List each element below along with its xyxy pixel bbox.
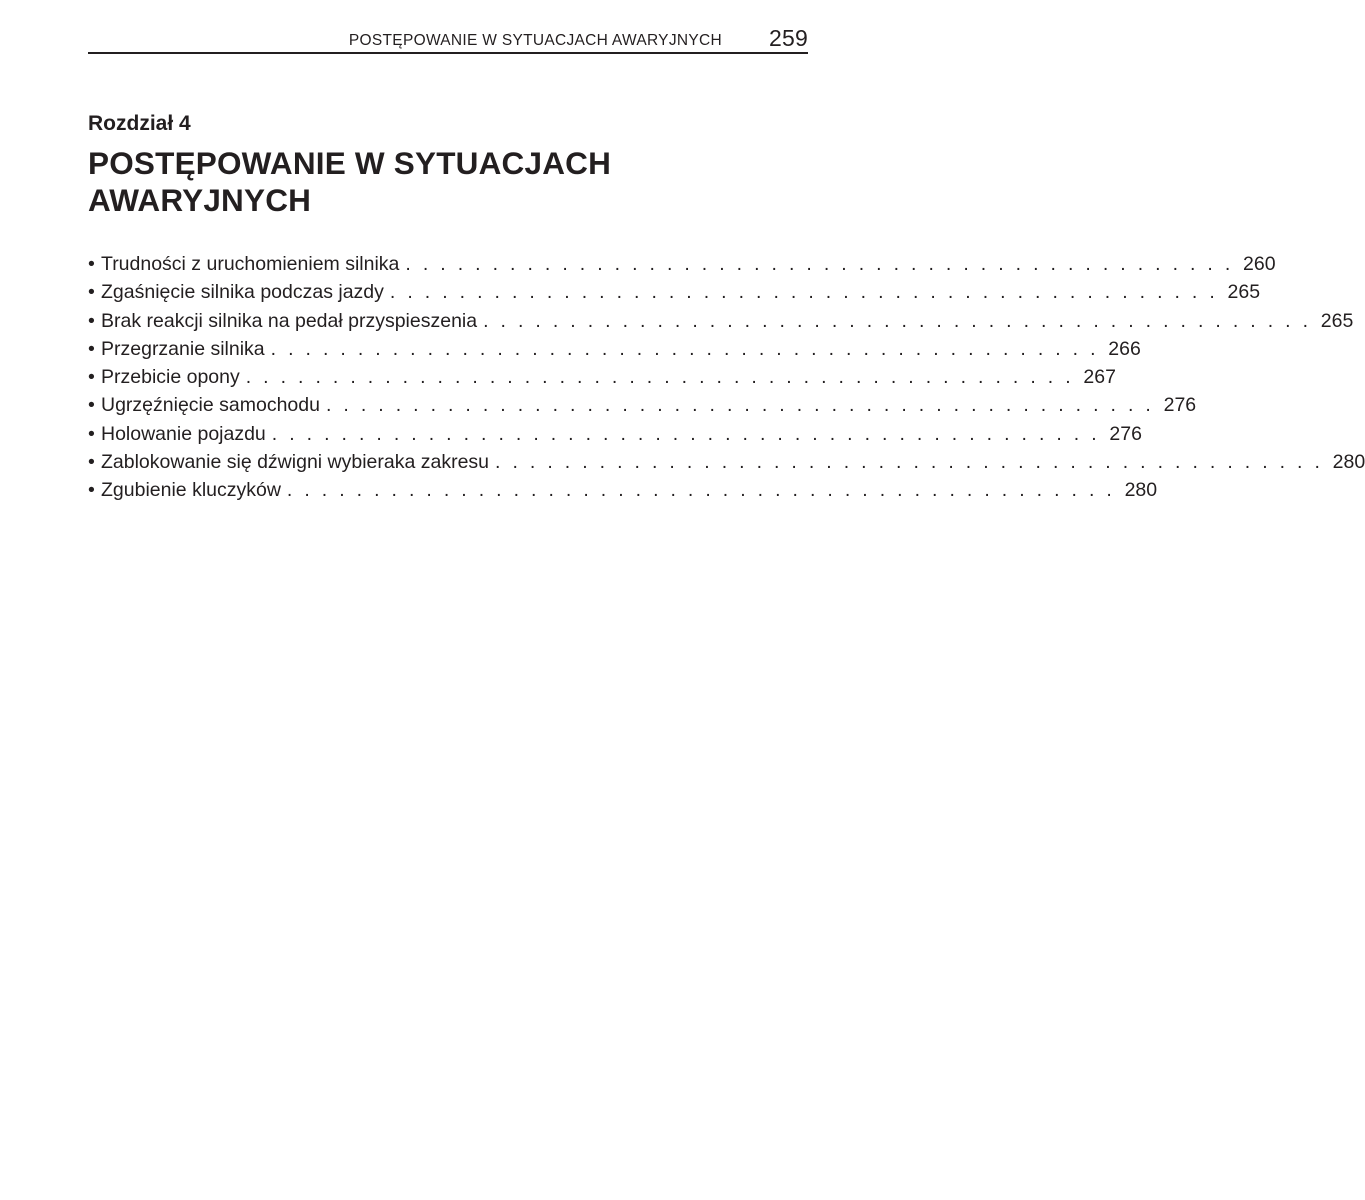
- chapter-label: Rozdział 4: [88, 112, 191, 135]
- running-header: [88, 25, 808, 54]
- toc-item-page: 265: [1227, 281, 1261, 304]
- dot-leader: . . . . . . . . . . . . . . . . . . . . . . . . . . . . . . . . . . . . . . . . . . . . . . . .: [245, 366, 1074, 389]
- toc-item[interactable]: [88, 278, 1261, 306]
- dot-leader: . . . . . . . . . . . . . . . . . . . . . . . . . . . . . . . . . . . . . . . . . . . . . . . .: [389, 281, 1219, 304]
- dot-leader: . . . . . . . . . . . . . . . . . . . . . . . . . . . . . . . . . . . . . . . . . . . . . . . .: [270, 337, 1099, 360]
- toc-item-page: 260: [1243, 253, 1276, 275]
- running-title: POSTĘPOWANIE W SYTUACJACH AWARYJNYCH: [348, 32, 722, 49]
- toc-item-text: Holowanie pojazdu: [101, 422, 266, 445]
- page-number: 259: [769, 25, 808, 51]
- toc-item[interactable]: [88, 335, 1141, 363]
- toc-item-text: Zgubienie kluczyków: [101, 479, 281, 502]
- toc-item-page: 276: [1109, 422, 1142, 445]
- bullet: •: [88, 309, 95, 332]
- dot-leader: . . . . . . . . . . . . . . . . . . . . . . . . . . . . . . . . . . . . . . . . . . . . . . . .: [325, 394, 1155, 417]
- toc-item-text: Ugrzęźnięcie samochodu: [101, 394, 320, 417]
- toc-item-page: 276: [1163, 394, 1197, 417]
- bullet: •: [88, 394, 95, 417]
- toc-item[interactable]: [88, 448, 1365, 476]
- toc-item[interactable]: [88, 307, 1354, 335]
- toc-item-text: Zgaśnięcie silnika podczas jazdy: [101, 281, 384, 304]
- bullet: •: [88, 337, 95, 360]
- dot-leader: . . . . . . . . . . . . . . . . . . . . . . . . . . . . . . . . . . . . . . . . . . . . . . . .: [405, 253, 1234, 275]
- chapter-title-line-2: AWARYJNYCH: [88, 182, 312, 218]
- chapter-title-line-1: POSTĘPOWANIE W SYTUACJACH: [88, 145, 612, 181]
- toc-item-page: 266: [1108, 337, 1141, 360]
- toc-item-page: 280: [1124, 479, 1158, 502]
- dot-leader: . . . . . . . . . . . . . . . . . . . . . . . . . . . . . . . . . . . . . . . . . . . . . . . .: [286, 479, 1116, 502]
- bullet: •: [88, 422, 95, 445]
- toc-item[interactable]: [88, 363, 1116, 391]
- toc-item-text: Trudności z uruchomieniem silnika: [101, 253, 400, 275]
- bullet: •: [88, 366, 95, 389]
- toc-item-page: 265: [1320, 309, 1354, 332]
- bullet: •: [88, 281, 95, 304]
- toc-item-text: Zablokowanie się dźwigni wybieraka zakresu: [101, 451, 490, 474]
- toc-item-text: Przegrzanie silnika: [101, 337, 265, 360]
- toc-item[interactable]: [88, 476, 1158, 504]
- table-of-contents: [88, 250, 1365, 505]
- dot-leader: . . . . . . . . . . . . . . . . . . . . . . . . . . . . . . . . . . . . . . . . . . . . . . . .: [483, 309, 1312, 332]
- toc-item-page: 267: [1083, 366, 1116, 389]
- toc-item-text: Przebicie opony: [101, 366, 240, 389]
- toc-item-text: Brak reakcji silnika na pedał przyspieszenia: [101, 309, 478, 332]
- dot-leader: . . . . . . . . . . . . . . . . . . . . . . . . . . . . . . . . . . . . . . . . . . . . . . . .: [495, 451, 1324, 474]
- toc-item[interactable]: [88, 250, 1276, 278]
- bullet: •: [88, 253, 95, 275]
- toc-item-page: 280: [1332, 451, 1365, 474]
- bullet: •: [88, 451, 95, 474]
- toc-item[interactable]: [88, 391, 1197, 419]
- chapter-title: [88, 145, 788, 219]
- bullet: •: [88, 479, 95, 502]
- dot-leader: . . . . . . . . . . . . . . . . . . . . . . . . . . . . . . . . . . . . . . . . . . . . . . . .: [271, 422, 1100, 445]
- toc-item[interactable]: [88, 420, 1142, 448]
